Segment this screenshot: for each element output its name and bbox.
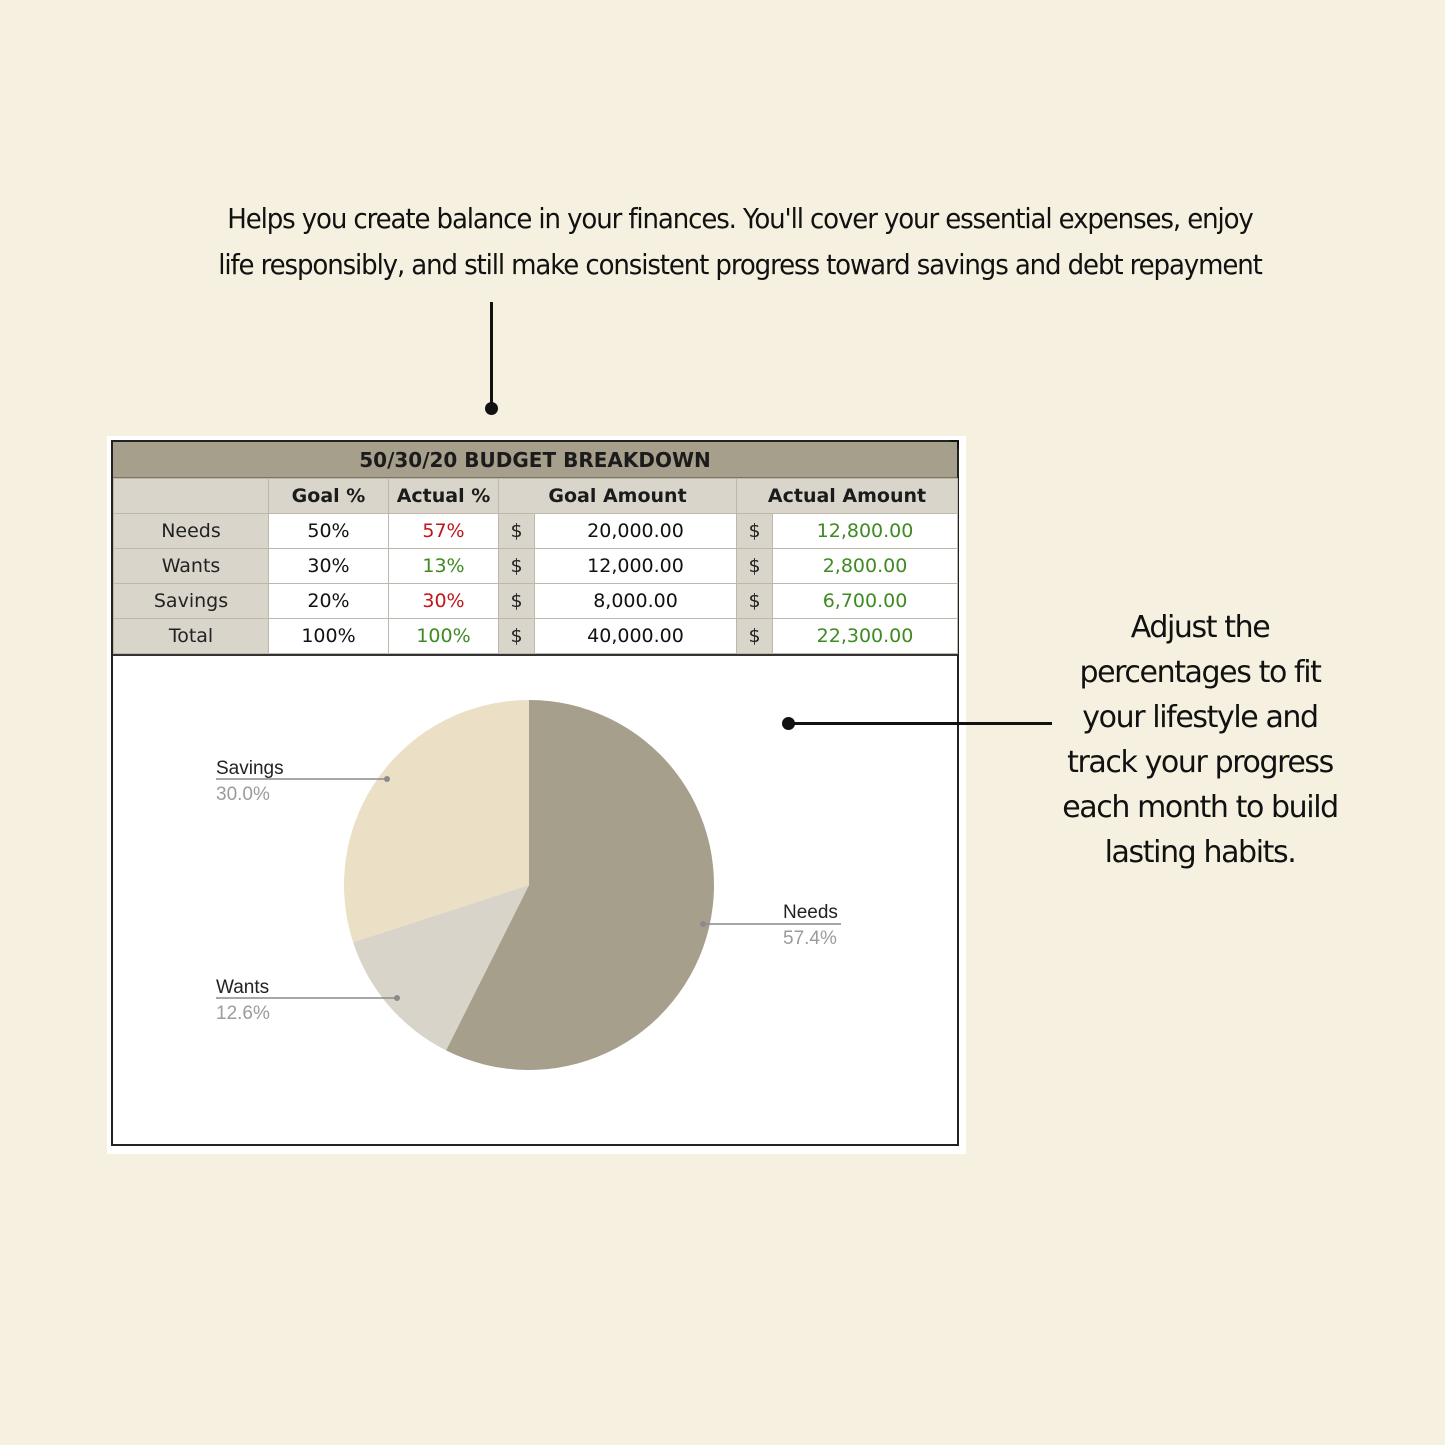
table-row <box>114 619 958 654</box>
cell-actual-amount[interactable]: 2,800.00 <box>773 549 958 584</box>
pie-chart[interactable] <box>113 656 957 1144</box>
pie-pct-needs: 57.4% <box>783 928 837 949</box>
cell-goal-amount[interactable]: 20,000.00 <box>535 514 737 549</box>
pie-leader-dot-wants <box>394 995 400 1001</box>
right-caption-line-3: your lifestyle and <box>1082 700 1318 735</box>
row-label-total[interactable]: Total <box>114 619 269 654</box>
cell-goal-amount[interactable]: 8,000.00 <box>535 584 737 619</box>
cell-actual-pct[interactable]: 57% <box>389 514 499 549</box>
budget-sheet <box>111 440 959 1146</box>
cell-goal-pct[interactable]: 20% <box>269 584 389 619</box>
cell-actual-pct[interactable]: 30% <box>389 584 499 619</box>
top-caption-line-1: Helps you create balance in your finances. You'll cover your essential expenses, enjoy <box>227 202 1253 235</box>
pointer-dot-right <box>782 717 795 730</box>
header-goal-pct[interactable]: Goal % <box>269 479 389 514</box>
currency-symbol[interactable]: $ <box>499 549 535 584</box>
right-caption-line-4: track your progress <box>1067 745 1333 780</box>
right-caption-line-2: percentages to fit <box>1079 655 1321 690</box>
currency-symbol[interactable]: $ <box>737 619 773 654</box>
cell-goal-amount[interactable]: 12,000.00 <box>535 549 737 584</box>
cell-actual-amount[interactable]: 6,700.00 <box>773 584 958 619</box>
spreadsheet-card <box>107 436 966 1154</box>
right-caption-line-6: lasting habits. <box>1104 835 1296 870</box>
budget-table <box>113 478 958 654</box>
table-row <box>114 549 958 584</box>
pointer-line-horizontal <box>790 722 1052 725</box>
currency-symbol[interactable]: $ <box>499 584 535 619</box>
header-blank-cell[interactable] <box>114 479 269 514</box>
pie-pct-wants: 12.6% <box>216 1003 270 1024</box>
top-caption <box>191 196 1288 288</box>
cell-actual-amount[interactable]: 22,300.00 <box>773 619 958 654</box>
pointer-line-vertical <box>490 302 493 406</box>
table-row <box>114 584 958 619</box>
cell-actual-pct[interactable]: 13% <box>389 549 499 584</box>
table-row <box>114 514 958 549</box>
currency-symbol[interactable]: $ <box>737 584 773 619</box>
row-label-needs[interactable]: Needs <box>114 514 269 549</box>
currency-symbol[interactable]: $ <box>499 619 535 654</box>
table-header-row <box>114 479 958 514</box>
cell-goal-amount[interactable]: 40,000.00 <box>535 619 737 654</box>
currency-symbol[interactable]: $ <box>737 549 773 584</box>
budget-title[interactable]: 50/30/20 BUDGET BREAKDOWN <box>113 442 957 478</box>
pie-chart-area[interactable] <box>113 654 957 1144</box>
header-goal-amount[interactable]: Goal Amount <box>499 479 737 514</box>
row-label-wants[interactable]: Wants <box>114 549 269 584</box>
right-caption-line-5: each month to build <box>1062 790 1338 825</box>
pie-label-needs: Needs <box>783 902 838 923</box>
cell-goal-pct[interactable]: 100% <box>269 619 389 654</box>
header-actual-amount[interactable]: Actual Amount <box>737 479 958 514</box>
cell-actual-pct[interactable]: 100% <box>389 619 499 654</box>
top-caption-line-2: life responsibly, and still make consistent progress toward savings and debt repayment <box>218 248 1262 281</box>
pie-leader-dot-savings <box>384 776 390 782</box>
pie-label-savings: Savings <box>216 758 284 779</box>
row-label-savings[interactable]: Savings <box>114 584 269 619</box>
currency-symbol[interactable]: $ <box>737 514 773 549</box>
pie-leader-dot-needs <box>700 921 706 927</box>
cell-actual-amount[interactable]: 12,800.00 <box>773 514 958 549</box>
currency-symbol[interactable]: $ <box>499 514 535 549</box>
header-actual-pct[interactable]: Actual % <box>389 479 499 514</box>
cell-goal-pct[interactable]: 50% <box>269 514 389 549</box>
right-caption <box>1050 605 1350 875</box>
pie-label-wants: Wants <box>216 977 270 998</box>
pie-pct-savings: 30.0% <box>216 784 270 805</box>
right-caption-line-1: Adjust the <box>1130 610 1270 645</box>
cell-goal-pct[interactable]: 30% <box>269 549 389 584</box>
pointer-dot-top <box>485 402 498 415</box>
